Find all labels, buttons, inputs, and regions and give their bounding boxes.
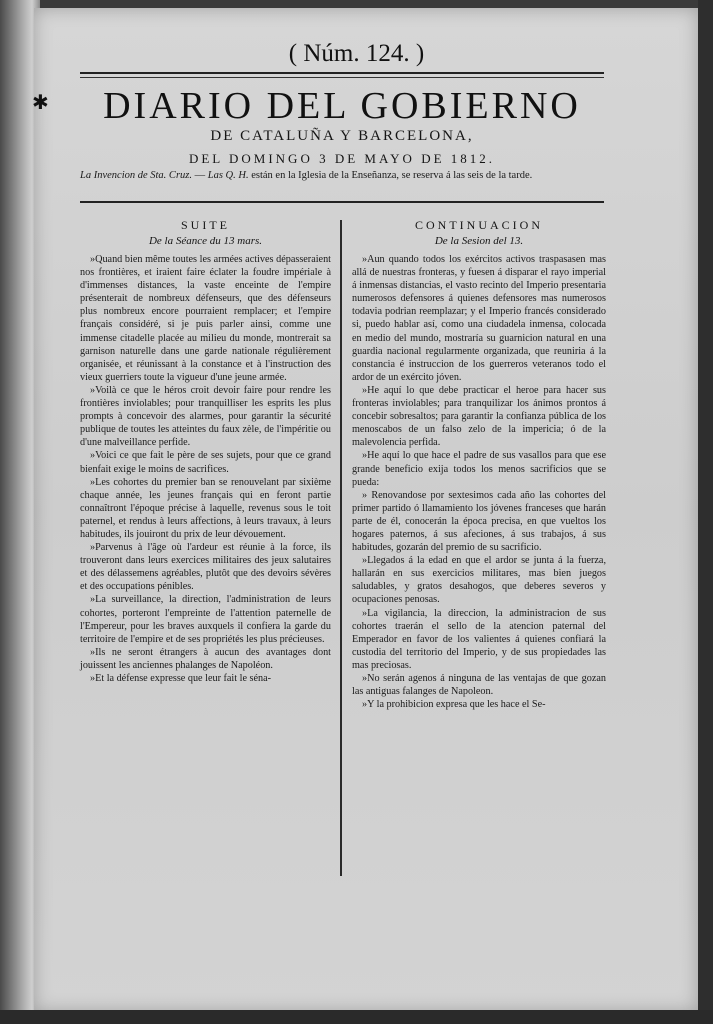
paragraph: »Quand bien même toutes les armées actives dépasseraient nos frontières, et iraient faire éclater la foudre impériale à d'immenses distances, la vaste enceinte de l'empire présenterait de nombreux défenseurs, que des défenseurs plus nombreux encore pourraient remplacer; et l'empire français considéré, si je puis parler ainsi, comme une immense citadelle placée au milieu du monde, montrerait sa garnison naturelle dans une garde nationale régulièrement organisée, et réunissant à la constance et à l'instruction des vieux guerriers toute la vigueur d'une jeune armée.: [80, 254, 331, 383]
notice-qh: Las Q. H.: [207, 170, 249, 181]
rule-top-thin: [80, 77, 604, 78]
column-french: [80, 218, 331, 685]
ink-blot-icon: ✱: [32, 90, 49, 114]
column-subheading: De la Séance du 13 mars.: [148, 235, 263, 247]
paragraph: »Voilà ce que le héros croit devoir faire pour rendre les frontières inviolables; pour tranquilliser les esprits les plus prompts à concevoir des alarmes, pour garantir la sécurité publique de toutes les atteintes du faux zèle, de l'impéritie ou d'une malveillance perfide.: [80, 384, 331, 449]
rule-header-separator: [80, 201, 604, 203]
paragraph: » Renovandose por sextesimos cada año las cohortes del primer partido ó llamamiento los jóvenes franceses que harán parte de él, conocerán la época precisa, en que vueltos los hogares paternos, á sus afeciones, á sus trabajos, á sus habitudes, gozarán del premio de su sacrificio.: [352, 489, 606, 554]
paragraph: »Y la prohibicion expresa que les hace el Se-: [362, 699, 546, 711]
column-heading: SUITE: [181, 218, 230, 232]
notice-feast: La Invencion de Sta. Cruz.: [80, 170, 192, 181]
paragraph: »No serán agenos á ninguna de las ventajas de que gozan las antiguas falanges de Napoleon.: [352, 673, 606, 698]
paragraph: »He aquí lo que debe practicar el heroe para hacer sus fronteras inviolables; para tranquilizar los ánimos prontos á concebir sobresaltos; para garantir la confianza pública de los menoscabos de un falso zelo de la impericia; ó de la malevolencia perfida.: [352, 384, 606, 449]
issue-number: ( Núm. 124. ): [288, 40, 425, 67]
newspaper-subtitle: DE CATALUÑA Y BARCELONA,: [210, 128, 474, 144]
paragraph: »Parvenus à l'âge où l'ardeur est réunie à la force, ils trouveront dans leurs exercices militaires des jeux salutaires et des délassemens agréables, plutôt que des devoirs sévères et des occupations pénibles.: [80, 542, 331, 593]
paragraph: »Llegados á la edad en que el ardor se junta á la fuerza, hallarán en sus exercicios militares, mas bien juegos saludables, y gratos desahogos, que deberes severos y ocupaciones penosas.: [352, 555, 606, 606]
paragraph: »Voici ce que fait le père de ses sujets, pour que ce grand bienfait exige le moins de sacrifices.: [80, 450, 331, 475]
column-spanish: [352, 218, 606, 711]
paragraph: »Et la défense expresse que leur fait le séna-: [90, 673, 272, 684]
notice-separator: —: [192, 170, 208, 181]
newspaper-title: DIARIO DEL GOBIERNO: [103, 85, 581, 127]
religious-notice: [80, 169, 608, 183]
paragraph: »La surveillance, la direction, l'administration de leurs cohortes, porteront l'empreinte de l'attention paternelle de l'Empereur, pour les braves auxquels il confiera la garde du territoire de l'empire et de ses propriétés les plus précieuses.: [80, 594, 331, 645]
scan-edge-right: [698, 0, 713, 1024]
column-subheading: De la Sesion del 13.: [434, 235, 524, 247]
paragraph: »La vigilancia, la direccion, la administracion de sus cohortes traerán el sello de la atencion paternal del Emperador en favor de los valientes á quienes confiará la custodia del territorio del Imperio, y de sus propiedades las mas preciosas.: [352, 607, 606, 671]
scan-edge-bottom: [0, 1010, 713, 1024]
paragraph: »Ils ne seront étrangers à aucun des avantages dont jouissent les anciennes phalanges de Napoléon.: [80, 646, 331, 671]
issue-date: DEL DOMINGO 3 DE MAYO DE 1812.: [188, 151, 496, 166]
paragraph: »Les cohortes du premier ban se renouvelant par sixième chaque année, les jeunes français qui en feront partie connaîtront l'époque précise à laquelle, revenus sous le toit paternel, et rendus à leurs affections, à leurs travaux, à leurs habitudes, ils jouiront du prix de leur dévouement.: [80, 476, 331, 540]
column-heading: CONTINUACION: [415, 218, 543, 232]
column-divider: [340, 220, 342, 876]
paragraph: »Aun quando todos los exércitos activos traspasasen mas allá de nuestras fronteras, y fuesen á disparar el rayo imperial á inmensas distancias, el vasto recinto del Imperio presentaria numerosos defensores á quienes defensores mas numerosos todavia podrian reemplazar; y el Imperio francés considerado si, puedo hablar así, como una ciudadela inmensa, colocada en medio del mundo, mostraría su guarnicion natural en una guardia nacional regularmente organizada, que reuniria á la constancia é instruccion de los guerreros veteranos todo el ardor de un exército jóven.: [352, 254, 606, 383]
notice-text: están en la Iglesia de la Enseñanza, se reserva á las seis de la tarde.: [248, 170, 533, 181]
paragraph: »He aquí lo que hace el padre de sus vasallos para que ese grande beneficio exija todos los menos sacrificios que se pueda:: [352, 450, 606, 488]
rule-top: [80, 72, 604, 74]
